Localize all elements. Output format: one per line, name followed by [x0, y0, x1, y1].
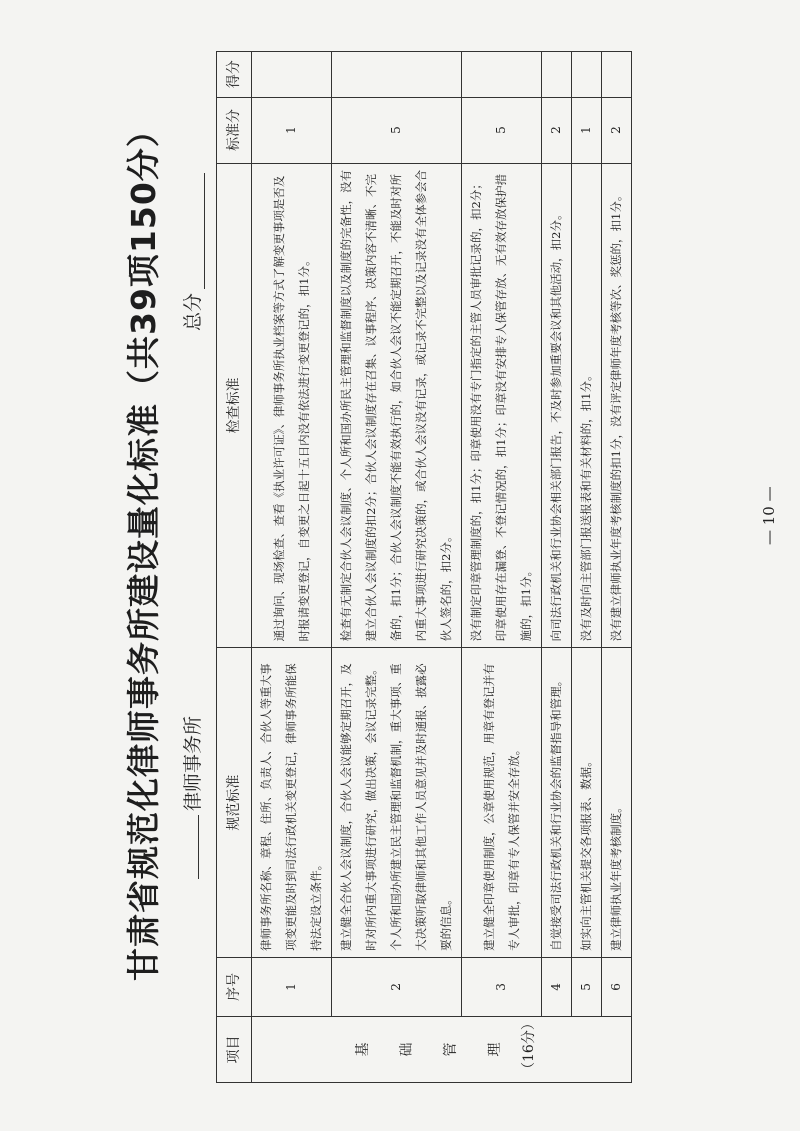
total-score-blank [203, 173, 205, 289]
project-cell [252, 1017, 632, 1083]
get-score-cell[interactable] [462, 52, 542, 98]
check-cell: 向司法行政机关和行业协会相关部门报告，不及时参加重要会议和其他活动，扣2分。 [542, 163, 572, 648]
check-cell: 没有及时向主管部门报送报表和有关材料的，扣1分。 [572, 163, 602, 648]
norm-cell: 建立健全印章使用制度，公章使用规范，用章有登记并有专人审批，印章有专人保管并安全存放。 [462, 648, 542, 958]
firm-name-blank [198, 815, 199, 879]
header-norm: 规范标准 [217, 648, 252, 958]
norm-cell: 律师事务所名称、章程、住所、负责人、合伙人等重大事项变更能及时到司法行政机关变更登记，律师事务所能保持法定设立条件。 [252, 648, 332, 958]
seq-cell: 6 [602, 957, 632, 1016]
header-score: 标准分 [217, 97, 252, 163]
check-cell: 没有建立律师执业年度考核制度的扣1分，没有评定律师年度考核等次、奖惩的，扣1分。 [602, 163, 632, 648]
get-score-cell[interactable] [542, 52, 572, 98]
check-cell: 没有制定印章管理制度的，扣1分；印章使用没有专门指定的主管人员审批记录的，扣2分；印章使用存在漏登、不登记情况的，扣1分；印章没有安排专人保管存放、无有效存放保护措施的，扣1分。 [462, 163, 542, 648]
seq-cell: 4 [542, 957, 572, 1016]
norm-cell: 自觉接受司法行政机关和行业协会的监督指导和管理。 [542, 648, 572, 958]
header-project: 项目 [217, 1017, 252, 1083]
document-title: 甘肃省规范化律师事务所建设量化标准（共39项150分） [124, 113, 163, 981]
firm-suffix: 律师事务所 [182, 715, 204, 811]
seq-cell: 2 [332, 957, 462, 1016]
table-header-row [217, 52, 252, 1083]
total-score-label: 总分 [182, 292, 204, 331]
project-char: 理 [487, 1042, 503, 1057]
table-row [542, 52, 572, 1083]
project-char: 础 [399, 1042, 415, 1057]
seq-cell: 5 [572, 957, 602, 1016]
header-check: 检查标准 [217, 163, 252, 648]
standards-table [216, 51, 632, 1083]
table-row [572, 52, 602, 1083]
header-seq: 序号 [217, 957, 252, 1016]
table-row [602, 52, 632, 1083]
header-get: 得分 [217, 52, 252, 98]
get-score-cell[interactable] [332, 52, 462, 98]
score-cell: 2 [602, 97, 632, 163]
norm-cell: 如实向主管机关提交各项报表、数据。 [572, 648, 602, 958]
check-cell: 检查有无制定合伙人会议制度、个人所和国办所民主管理和监督制度以及制度的完备性，没有建立合伙人会议制度的扣2分；合伙人会议制度存在召集、议事程序、决策内容不清晰、不完备的，扣1分；合伙人会议制度不能有效执行的，如合伙人会议不能定期召开，不能及时对所内重大事项进行研究决策的，或合伙人会议没有记录，或记录不完整以及记录没有全体参会合伙人签名的，扣2分。 [332, 163, 462, 648]
norm-cell: 建立律师执业年度考核制度。 [602, 648, 632, 958]
score-cell: 5 [462, 97, 542, 163]
check-cell: 通过询问、现场检查、查看《执业许可证》、律师事务所执业档案等方式了解变更事项是否及时报请变更登记，自变更之日起十五日内没有依法进行变更登记的，扣1分。 [252, 163, 332, 648]
score-cell: 5 [332, 97, 462, 163]
get-score-cell[interactable] [602, 52, 632, 98]
project-char: 管 [443, 1042, 459, 1057]
project-points: （16分） [521, 1016, 537, 1076]
norm-cell: 建立健全合伙人会议制度，合伙人会议能够定期召开，及时对所内重大事项进行研究，做出决策，会议记录完整。个人所和国办所建立民主管理和监督机制，重大事项、重大决策听取律师和其他工作人员意见并及时通报、披露必要的信息。 [332, 648, 462, 958]
score-cell: 2 [542, 97, 572, 163]
table-row [252, 52, 332, 1083]
firm-name-line [178, 716, 205, 879]
page-number: — 10 — [760, 486, 778, 545]
score-cell: 1 [252, 97, 332, 163]
score-cell: 1 [572, 97, 602, 163]
seq-cell: 1 [252, 957, 332, 1016]
table-row [462, 52, 542, 1083]
total-score-line [178, 173, 205, 331]
project-char: 基 [355, 1042, 371, 1057]
seq-cell: 3 [462, 957, 542, 1016]
get-score-cell[interactable] [252, 52, 332, 98]
table-row [332, 52, 462, 1083]
get-score-cell[interactable] [572, 52, 602, 98]
